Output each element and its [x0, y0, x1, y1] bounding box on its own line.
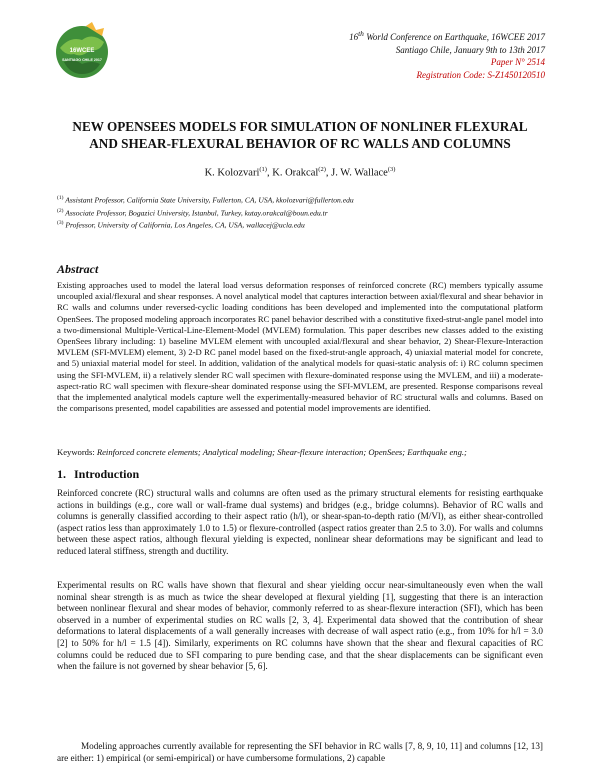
- intro-paragraph-1: Reinforced concrete (RC) structural walls and columns are often used as the primary structural elements for resisting earthquake actions in buildings (e.g., core wall or wall-frame dual systems) and bridges (e.g., bridge columns). Behavior of RC walls and columns is generally classified according to their aspect ratio (h/l), or shear-span-to-depth ratio (M/Vl), as either shear-controlled (aspect ratios less than approximately 1.0 to 1.5) or flexure-controlled (aspect ratios greater than 2.5 to 3.0). For walls and columns between these aspect ratios, although flexural yielding is expected, nonlinear shear deformations may be significant and lead to reduced lateral stiffness, strength and ductility.: [57, 488, 543, 556]
- author-name: J. W. Wallace: [331, 167, 388, 179]
- section-heading-introduction: [57, 467, 139, 482]
- affiliation-mark: (1): [57, 195, 64, 201]
- affiliation-item: [57, 206, 537, 219]
- author-name: K. Orakcal: [272, 167, 319, 179]
- keywords-label: Keywords:: [57, 447, 95, 457]
- affiliation-mark: (3): [57, 220, 64, 227]
- keywords-list: Reinforced concrete elements; Analytical modeling; Shear-flexure interaction; OpenSees; Earthquake eng.;: [94, 447, 467, 457]
- affiliations: [57, 193, 537, 231]
- intro-paragraph-2: Experimental results on RC walls have shown that flexural and shear yielding occur near-simultaneously even when the wall nominal shear strength is as much as twice the shear developed at flexural yielding [1], suggesting that there is an interaction between nonlinear flexural and shear modes of behavior, commonly referred to as shear-flexure interaction (SFI), which has been observed in a number of experimental studies on RC walls [2, 3, 4]. Experimental data showed that the contribution of shear deformations to lateral displacements of a wall generally increases with decrease of wall aspect ratio (e.g., from 10% for h/l = 3.0 [2] to 50% for h/l = 1.5 [4]). Similarly, experiments on RC columns have shown that the shear and flexural capacities of RC columns could be reduced due to SFI comparing to pure bending case, and that the shear displacements can be significant even when the failure is not governed by shear behavior [5, 6].: [57, 580, 543, 672]
- affiliation-text: Professor, University of California, Los Angeles, CA, USA, wallacej@ucla.edu: [65, 220, 305, 230]
- affiliation-item: [57, 218, 537, 231]
- paper-number: Paper N° 2514: [490, 57, 545, 67]
- author-mark: (3): [387, 166, 396, 173]
- keywords: [57, 447, 543, 458]
- conf-edition: 16: [349, 32, 359, 42]
- affiliation-mark: (2): [57, 207, 64, 214]
- intro-paragraph-3: Modeling approaches currently available for representing the SFI behavior in RC walls [7, 8, 9, 10, 11] and columns [12, 13] are either: 1) empirical (or semi-empirical) or have cumbersome formulations, 2) capable: [57, 741, 543, 763]
- conference-logo: [52, 22, 112, 82]
- conference-globe-logo-icon: [52, 22, 112, 82]
- affiliation-text: Associate Professor, Bogazici University, Istanbul, Turkey, kutay.orakcal@boun.edu.tr: [65, 208, 328, 218]
- abstract-text: Existing approaches used to model the lateral load versus deformation responses of reinforced concrete (RC) members typically assume uncoupled axial/flexural and shear responses. A novel analytical model that captures interaction between axial/flexural and shear behavior in RC walls and columns under reversed-cyclic loading conditions has been developed and implemented into the computational platform OpenSees. The proposed modeling approach incorporates RC panel behavior described with a constitutive fixed-strut-angle panel model into a two-dimensional Multiple-Vertical-Line-Element-Model (MVLEM) formulation. This paper describes new classes added to the existing OpenSees library including: 1) baseline MVLEM element with uncoupled axial/flexural and shear behavior, 2) Shear-Flexure-Interaction MVLEM (SFI-MVLEM) element, 3) 2-D RC panel model based on the fixed-strut-angle approach, 4) uniaxial material model for concrete, and 5) uniaxial material model for steel. In addition, validation of the analytical models for quasi-static analysis of: i) RC column specimen using the SFI-MVLEM, ii) a relatively slender RC wall specimen with flexure-dominated response using the MVLEM, and iii) a moderate-aspect-ratio RC wall specimen with flexure-shear dominated response using the SFI-MVLEM, are presented. Response comparisons reveal that the implemented analytical models capture well the experimentally-measured behavior of RC structural walls and columns. Based on the comparisons presented, model capabilities are assessed and potential model improvements are identified.: [57, 280, 543, 414]
- conf-name: World Conference on Earthquake, 16WCEE 2017: [363, 32, 545, 42]
- registration-code: Registration Code: S-Z1450120510: [416, 69, 545, 80]
- affiliation-item: [57, 193, 537, 206]
- paper-title: [50, 118, 550, 152]
- abstract-heading: Abstract: [57, 262, 99, 276]
- logo-text-top: 16WCEE: [69, 48, 95, 54]
- section-number: 1.: [57, 467, 66, 481]
- section-title: Introduction: [74, 467, 140, 481]
- logo-text-bottom: SANTIAGO CHILE 2017: [62, 58, 102, 62]
- affiliation-text: Assistant Professor, California State University, Fullerton, CA, USA, kkolozvari@fullerton.edu: [65, 195, 354, 205]
- author-mark: (2): [318, 166, 326, 173]
- conference-header: [349, 28, 545, 81]
- conf-edition-sup: th: [358, 29, 364, 38]
- conference-line-1: [349, 28, 545, 44]
- author-mark: (1): [259, 166, 267, 173]
- conference-line-2: Santiago Chile, January 9th to 13th 2017: [395, 44, 545, 55]
- author-name: K. Kolozvari: [204, 167, 260, 179]
- title-line-1: NEW OPENSEES MODELS FOR SIMULATION OF NONLINER FLEXURAL: [72, 119, 528, 134]
- title-line-2: AND SHEAR-FLEXURAL BEHAVIOR OF RC WALLS AND COLUMNS: [89, 136, 511, 151]
- author-list: K. Kolozvari$^{(1)}$, K. Orakcal$^{(2)}$, J. W. Wallace$^{(3)}$: [204, 166, 396, 179]
